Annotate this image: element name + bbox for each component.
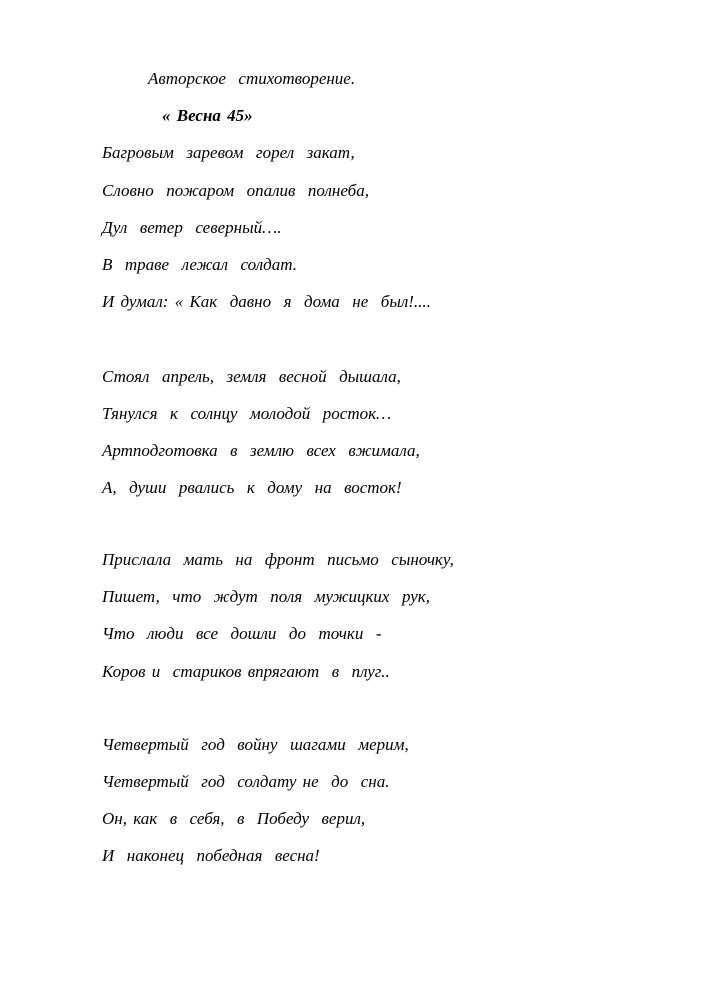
poem-line: Дул ветер северный…. <box>102 218 282 237</box>
poem-line: Четвертый год солдату не до сна. <box>102 772 390 791</box>
poem-line: Словно пожаром опалив полнеба, <box>102 181 369 200</box>
poem-line: Багровым заревом горел закат, <box>102 143 355 162</box>
poem-line: Стоял апрель, земля весной дышала, <box>102 367 401 386</box>
poem-line: Он, как в себя, в Победу верил, <box>102 809 366 828</box>
poem-line: И думал: « Как давно я дома не был!.... <box>102 292 431 311</box>
poem-line: Прислала мать на фронт письмо сыночку, <box>102 550 454 569</box>
poem-line: А, души рвались к дому на восток! <box>102 478 402 497</box>
poem-line: Артподготовка в землю всех вжимала, <box>102 441 420 460</box>
poem-line: Тянулся к солнцу молодой росток… <box>102 404 392 423</box>
poem-line: Четвертый год войну шагами мерим, <box>102 735 409 754</box>
poem-line: Что люди все дошли до точки - <box>102 624 382 643</box>
poem-line: Пишет, что ждут поля мужицких рук, <box>102 587 430 606</box>
poem-line: И наконец победная весна! <box>102 846 320 865</box>
poem-subtitle: Авторское стихотворение. <box>148 69 356 88</box>
poem-title: « Весна 45» <box>162 106 253 125</box>
poem-line: В траве лежал солдат. <box>102 255 297 274</box>
poem-line: Коров и стариков впрягают в плуг.. <box>102 662 390 681</box>
